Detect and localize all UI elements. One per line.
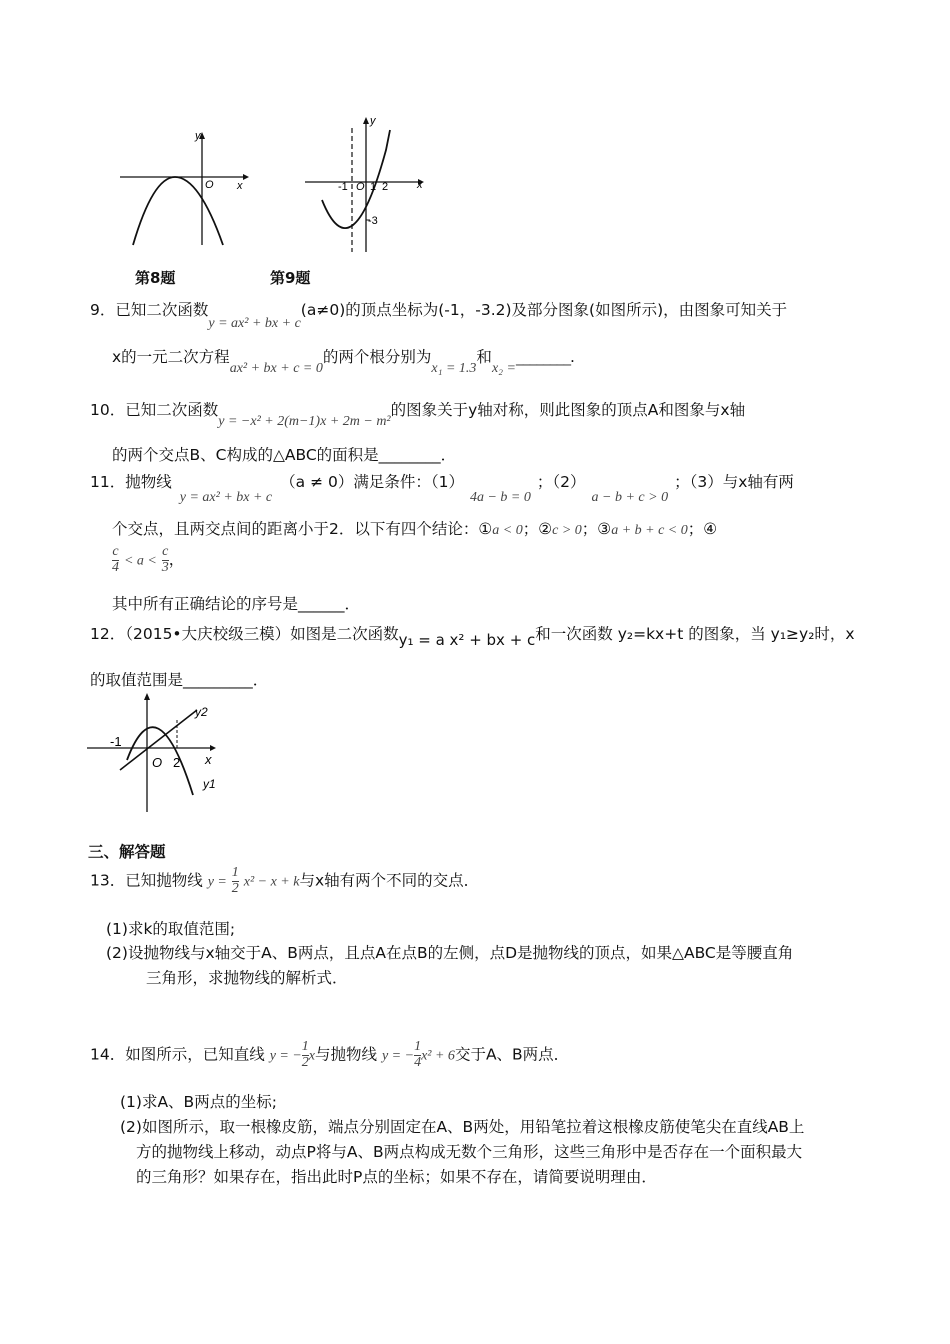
question-14-part2-line1: (2)如图所示，取一根橡皮筋，端点分别固定在A、B两处，用铅笔拉着这根橡皮筋使笔尖在直线AB上 [120,1118,805,1136]
fig12-tick-neg1: -1 [110,734,122,749]
fig12-origin: O [152,755,163,770]
fig9-tick-2: 2 [382,181,389,193]
fig12-tick-2: 2 [173,755,181,770]
question-9-line2: x的一元二次方程ax² + bx + c = 0的两个根分别为x₁ = 1.3和x₂ =________. [112,348,575,376]
figure-q9 [300,110,435,255]
q11-cond1: 4a − b = 0 [469,490,531,505]
fig8-x-label: x [237,180,243,192]
q9-equation: ax² + bx + c = 0 [229,361,323,376]
fig9-origin: O [356,181,365,193]
question-10-line1: 10．已知二次函数y = −x² + 2(m−1)x + 2m − m²的图象关于y轴对称，则此图象的顶点A和图象与x轴 [90,401,746,429]
fraction-c-over-4: $\frac{c}{4}$ [112,544,119,575]
question-14-line1: 14．如图所示，已知直线 y = − $\frac{1}{2}$ x与抛物线 y = − $\frac{1}{4}$ x² + 6交于A、B两点． [90,1039,570,1070]
fig12-y1-label: y1 [203,777,216,791]
fig9-tick-1: 1 [370,181,377,193]
fig9-tick-neg1: -1 [338,181,348,193]
fraction-1-over-2: $\frac{1}{2}$ [231,865,239,896]
question-11-line1: 11．抛物线y = ax² + bx + c（a ≠ 0）满足条件：（1）4a − b = 0；（2）a − b + c > 0；（3）与x轴有两 [90,473,794,505]
q10-formula: y = −x² + 2(m−1)x + 2m − m² [218,414,391,429]
q11-cond2: a − b + c > 0 [591,490,669,505]
question-11-line2: 个交点，且两交点间的距离小于2．以下有四个结论：①a < 0；②c > 0；③a + b + c < 0；④ [112,520,718,538]
fig8-y-label: y [195,130,201,142]
x-arrow [243,174,249,180]
question-12-line2: 的取值范围是_________． [90,671,269,689]
fig12-x-label: x [205,752,212,767]
q9-number: 9． [90,301,116,319]
caption-q9: 第9题 [270,269,311,287]
x-arrow [210,745,216,751]
question-13-part2-line2: 三角形，求抛物线的解析式． [146,969,348,987]
question-13-line1: 13．已知抛物线 y = $\frac{1}{2}$ x² − x + k与x轴有两个不同的交点． [90,865,480,896]
caption-q8: 第8题 [135,269,176,287]
y-arrow [144,693,150,700]
question-11-line3: $\frac{c}{4}$ < a < $\frac{c}{3}$ ， [112,544,185,575]
q10-number: 10． [90,401,126,419]
question-12-line1: 12．（2015•大庆校级三模）如图是二次函数y₁ = a x² + bx + c和一次函数 y₂=kx+t 的图象，当 y₁≥y₂时，x [90,625,855,649]
question-13-part1: (1)求k的取值范围; [106,920,236,938]
q12-formula: y₁ = a x² + bx + c [398,631,536,649]
fig12-y2-label: y2 [195,705,208,719]
question-14-part1: (1)求A、B两点的坐标; [120,1093,277,1111]
question-14-part2-line2: 方的抛物线上移动，动点P将与A、B两点构成无数个三角形，这些三角形中是否存在一个面积最大 [136,1143,803,1161]
q11-formula: y = ax² + bx + c [179,490,273,505]
fraction-1-over-4: $\frac{1}{4}$ [414,1039,422,1070]
question-10-line2: 的两个交点B、C构成的△ABC的面积是________． [112,446,457,464]
q14-number: 14． [90,1045,126,1064]
q13-number: 13． [90,871,126,890]
question-13-part2-line1: (2)设抛物线与x轴交于A、B两点，且点A在点B的左侧，点D是抛物线的顶点，如果△ABC是等腰直角 [106,944,794,962]
fig9-x-label: x [417,179,423,191]
q12-number: 12． [90,625,126,643]
q9-root1: x₁ = 1.3 [431,361,477,376]
question-14-part2-line3: 的三角形？如果存在，指出此时P点的坐标；如果不存在，请简要说明理由． [136,1168,657,1186]
q9-formula: y = ax² + bx + c [208,316,301,331]
question-11-line4: 其中所有正确结论的序号是______． [112,595,361,613]
figure-q12 [85,690,220,815]
section-3-title: 三、解答题 [88,843,166,861]
fraction-1-over-2: $\frac{1}{2}$ [301,1039,309,1070]
y-arrow [363,117,369,124]
parabola-q9 [322,130,390,228]
q9-root2: x₂ = [491,361,516,376]
fig8-origin: O [205,179,214,191]
fig9-tick-neg3: -3 [368,215,378,227]
q11-number: 11． [90,473,126,491]
fig9-y-label: y [370,115,376,127]
fraction-c-over-3: $\frac{c}{3}$ [161,544,169,575]
question-9-line1: 9．已知二次函数y = ax² + bx + c(a≠0)的顶点坐标为(-1，-3.2)及部分图象(如图所示)，由图象可知关于 [90,301,788,331]
q9-blank[interactable]: ________ [515,348,570,366]
figure-q8 [115,125,255,250]
